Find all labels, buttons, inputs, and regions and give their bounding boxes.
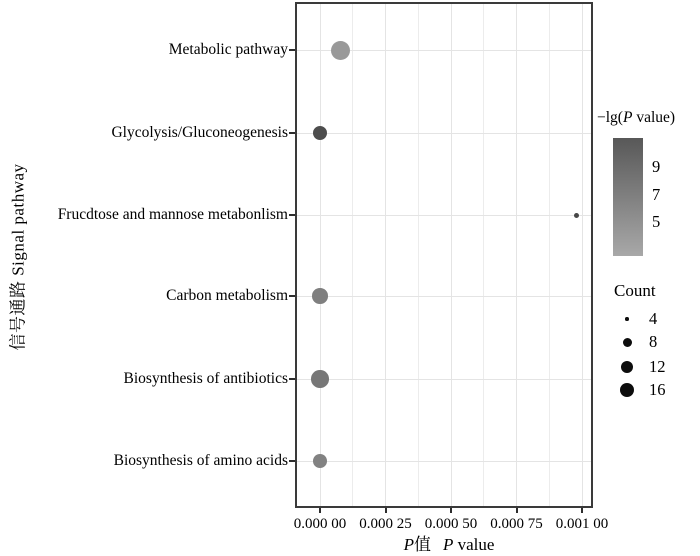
color-legend-title-suffix: value): [632, 109, 676, 126]
x-axis-title-en-rest: value: [453, 535, 495, 554]
data-point-bubble: [313, 454, 327, 468]
size-legend-label: 4: [649, 308, 658, 328]
y-axis-title: 信号通路 Signal pathway: [8, 163, 28, 351]
major-gridline-x: [451, 4, 452, 506]
y-category-label: Frucdtose and mannose metabonlism: [57, 206, 288, 223]
x-axis-title-zh: 值: [413, 535, 431, 554]
x-tick-label: 0.000 75: [490, 516, 543, 532]
x-tick-label: 0.000 25: [359, 516, 412, 532]
color-legend-gradient-bar: [613, 138, 643, 256]
x-axis-title-p-symbol-en: P: [442, 535, 454, 554]
color-legend-title-prefix: −lg(: [597, 109, 623, 126]
color-legend-tick-label-7: 7: [652, 185, 661, 204]
gridline-y: [297, 461, 591, 462]
x-tick-label: 0.000 50: [424, 516, 478, 532]
gridline-y: [297, 296, 591, 297]
major-gridline-x: [582, 4, 583, 506]
major-gridline-x: [320, 4, 321, 506]
y-tick-mark: [289, 460, 295, 462]
size-legend-label: 12: [649, 356, 666, 376]
major-gridline-x: [385, 4, 386, 506]
y-category-label: Metabolic pathway: [168, 41, 288, 58]
x-tick-mark: [319, 507, 321, 513]
x-tick-mark: [385, 507, 387, 513]
y-tick-mark: [289, 132, 295, 134]
gridline-y: [297, 215, 591, 216]
y-category-label: Biosynthesis of amino acids: [113, 452, 288, 469]
minor-gridline-x: [483, 4, 484, 506]
data-point-bubble: [311, 370, 329, 388]
x-tick-label: 0.000 00: [293, 516, 347, 532]
y-tick-mark: [289, 49, 295, 51]
color-legend-tick-label-5: 5: [652, 212, 661, 231]
data-point-bubble: [313, 126, 328, 141]
minor-gridline-x: [418, 4, 419, 506]
y-category-label: Glycolysis/Gluconeogenesis: [111, 124, 288, 141]
size-legend-dot: [623, 338, 632, 347]
y-tick-mark: [289, 378, 295, 380]
size-legend-label: 16: [649, 379, 666, 399]
y-tick-mark: [289, 214, 295, 216]
size-legend-title: Count: [614, 281, 656, 300]
data-point-bubble: [574, 213, 579, 218]
x-tick-mark: [581, 507, 583, 513]
y-category-label: Biosynthesis of antibiotics: [123, 370, 288, 387]
y-tick-mark: [289, 295, 295, 297]
color-legend-title: [597, 109, 675, 127]
data-point-bubble: [312, 288, 328, 304]
x-axis-title: [404, 530, 495, 555]
x-axis-title-p-symbol: P: [403, 535, 414, 554]
minor-gridline-x: [352, 4, 353, 506]
size-legend-dot: [625, 317, 629, 321]
color-legend-tick-label-9: 9: [652, 157, 661, 176]
x-tick-label: 0.001 00: [555, 516, 609, 532]
color-legend-title-p-symbol: P: [622, 109, 633, 126]
data-point-bubble: [331, 41, 350, 60]
gridline-y: [297, 379, 591, 380]
gridline-y: [297, 133, 591, 134]
size-legend-label: 8: [649, 332, 658, 351]
x-tick-mark: [516, 507, 518, 513]
major-gridline-x: [516, 4, 517, 506]
minor-gridline-x: [549, 4, 550, 506]
x-tick-mark: [450, 507, 452, 513]
y-category-label: Carbon metabolism: [166, 287, 288, 304]
